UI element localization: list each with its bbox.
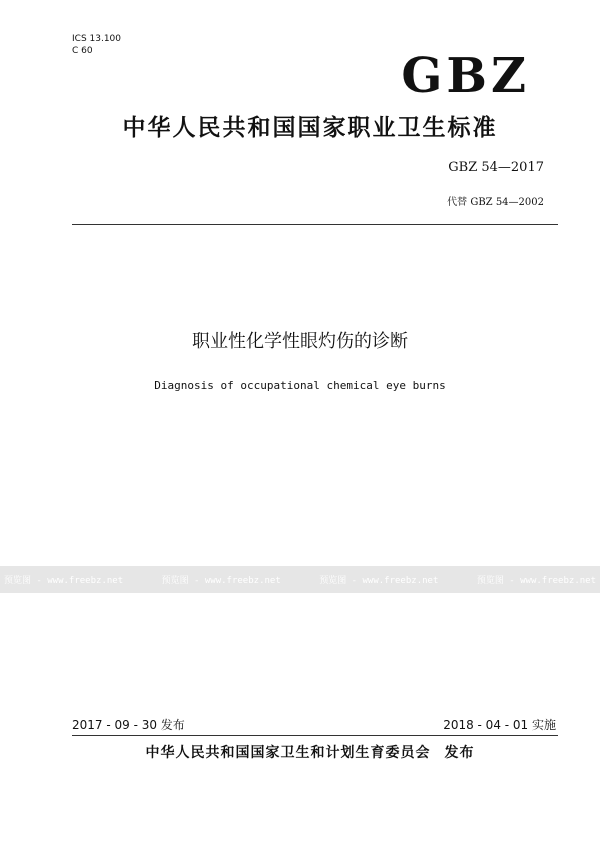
watermark-text: 预览图 - www.freebz.net xyxy=(319,576,439,586)
publisher xyxy=(60,743,560,763)
watermark-text: 预览图 - www.freebz.net xyxy=(161,576,281,586)
gbz-logo: GBZ xyxy=(401,48,530,104)
title-chinese: 职业性化学性眼灼伤的诊断 xyxy=(192,331,408,352)
standard-category: 中华人民共和国国家职业卫生标准 xyxy=(122,115,498,141)
implementation-date: 2018 - 04 - 01 实施 xyxy=(443,718,556,732)
title-english: Diagnosis of occupational chemical eye burns xyxy=(154,379,446,392)
publisher-name: 中华人民共和国国家卫生和计划生育委员会 xyxy=(145,745,431,761)
watermark-text: 预览图 - www.freebz.net xyxy=(476,576,596,586)
header-divider xyxy=(72,224,558,225)
watermark-banner xyxy=(0,566,600,593)
ccs-code: C 60 xyxy=(72,46,93,56)
issue-date: 2017 - 09 - 30 发布 xyxy=(72,718,185,732)
watermark-text: 预览图 - www.freebz.net xyxy=(4,576,124,586)
replaces-standard: 代替 GBZ 54—2002 xyxy=(447,197,544,208)
footer-divider xyxy=(72,735,558,736)
ics-code: ICS 13.100 xyxy=(72,34,122,44)
standard-number: GBZ 54—2017 xyxy=(448,160,544,175)
publish-label: 发布 xyxy=(444,745,475,761)
